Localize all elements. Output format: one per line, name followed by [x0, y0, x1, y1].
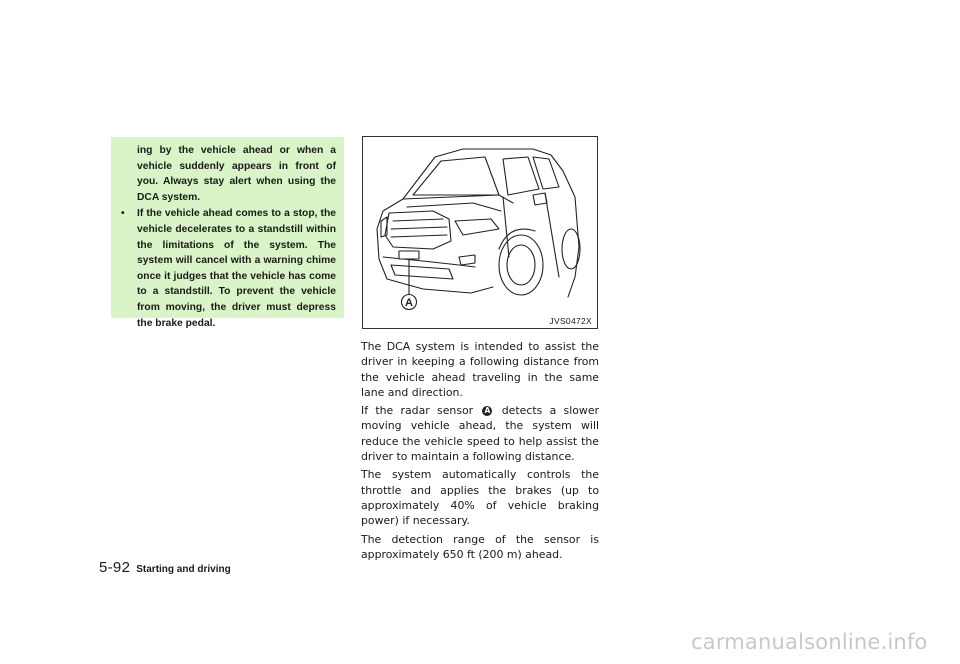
warning-bullet-item — [121, 206, 336, 331]
figure-code: JVS0472X — [549, 316, 592, 326]
suv-illustration — [363, 137, 597, 328]
paragraph-2 — [361, 403, 599, 464]
paragraph-1: The DCA system is intended to assist the driver in keeping a following distance from the vehicle ahead traveling in the same lane and direction. — [361, 340, 599, 399]
vehicle-radar-figure — [362, 136, 598, 329]
paragraph-2-end: detects a slower moving vehicle ahead, the system will reduce the vehicle speed to help assist the driver to maintain a following distance. — [361, 404, 600, 464]
paragraph-3: The system automatically controls the throttle and applies the brakes (up to approximately 40% of vehicle braking power) if necessary. — [361, 468, 599, 528]
paragraph-4: The detection range of the sensor is approximately 650 ft (200 m) ahead. — [361, 532, 599, 561]
callout-a-marker: A — [482, 406, 492, 416]
warning-bullet-text: If the vehicle ahead comes to a stop, the vehicle decelerates to a standstill within the limitations of the system. The system will cancel with a warning chime once it judges that the vehicle has come to a standstill. To prevent the vehicle from moving, the driver must depress the brake pedal. — [137, 208, 336, 329]
paragraph-2-start: If the radar sensor — [361, 404, 474, 418]
page-footer — [99, 559, 231, 577]
callout-a-label: A — [405, 297, 413, 309]
warning-continuation-text: ing by the vehicle ahead or when a vehicle suddenly appears in front of you. Always stay alert when using the DCA system. — [137, 145, 336, 203]
watermark: carmanualsonline.info — [691, 630, 928, 654]
bullet-icon: • — [121, 208, 125, 220]
body-text — [361, 339, 599, 565]
page-number: 5-92 — [99, 559, 131, 576]
section-title: Starting and driving — [136, 564, 231, 575]
warning-box — [111, 137, 344, 329]
